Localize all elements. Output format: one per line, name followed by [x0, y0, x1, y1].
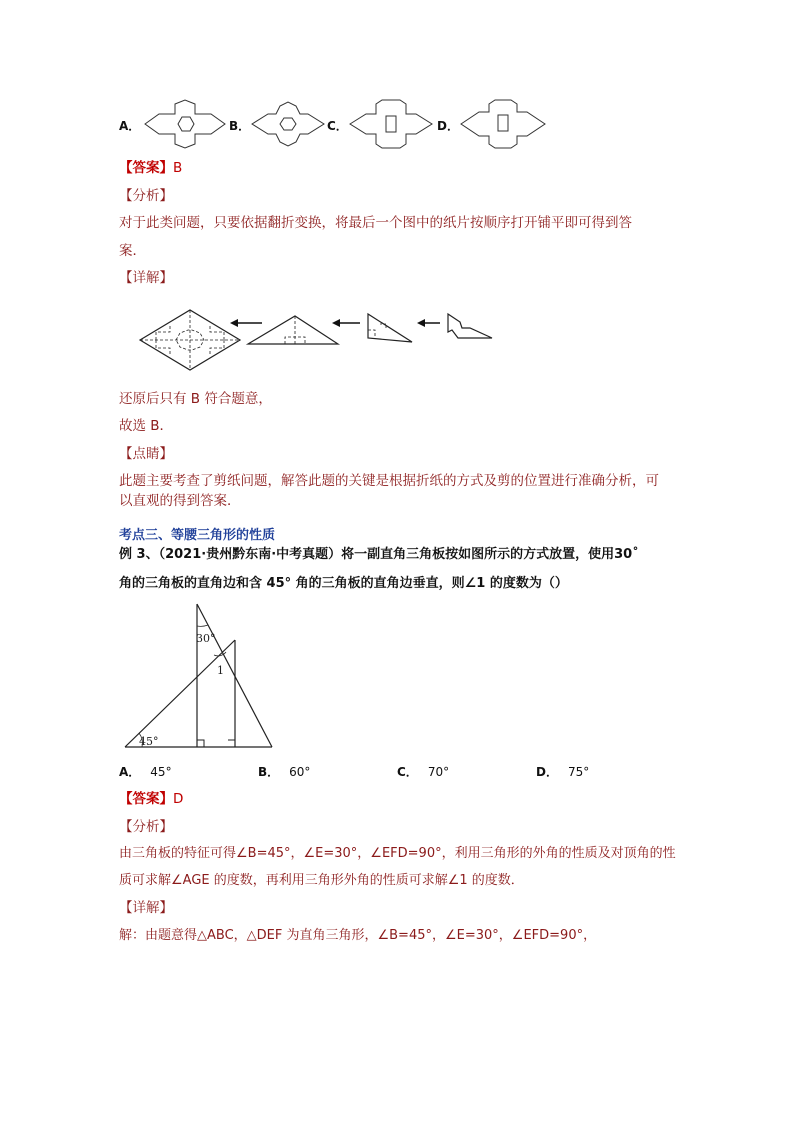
option-c-letter: C． [397, 765, 418, 779]
angle-45-label: 45° [139, 735, 159, 748]
option-d-value: 75° [567, 765, 590, 779]
analysis-line-3-1: 由三角板的特征可得∠B=45°，∠E=30°，∠EFD=90°，利用三角形的外角的性质及对顶角的性 [119, 846, 676, 861]
analysis-line-3-2: 质可求解∠AGE 的度数，再利用三角形外角的性质可求解∠1 的度数． [119, 873, 524, 888]
option-b-shape [252, 100, 324, 148]
analysis-line-1: 对于此类问题，只要依据翻折变换，将最后一个图中的纸片按顺序打开铺平即可得到答 [119, 215, 632, 231]
detail-line-1: 还原后只有 B 符合题意， [119, 391, 272, 407]
option-d-letter: D． [536, 765, 558, 779]
option-d[interactable] [536, 763, 589, 780]
answer-line [119, 158, 182, 178]
detail-line-2: 故选 B． [119, 418, 174, 434]
analysis-line-2: 案． [119, 243, 146, 259]
angle-30-label: 30° [196, 632, 216, 645]
analysis-tag-3: 【分析】 [119, 819, 173, 835]
section-title: 考点三、等腰三角形的性质 [119, 528, 276, 543]
detail-tag: 【详解】 [119, 270, 173, 286]
answer-line-3 [119, 789, 183, 809]
folded-triangle [248, 316, 338, 344]
option-b-label: B． [229, 119, 251, 133]
answer-value-3: D [173, 791, 184, 807]
answer-tag-3: 【答案】 [119, 791, 173, 807]
option-a-label: A． [119, 119, 141, 133]
option-d-shape [461, 98, 545, 150]
answer-value: B [173, 160, 183, 176]
option-c-label: C． [327, 119, 348, 133]
detail-tag-3: 【详解】 [119, 900, 173, 916]
example-line-2: 角的三角板的直角边和含 45° 角的三角板的直角边垂直，则∠1 的度数为（） [119, 576, 568, 591]
unfold-diagram [140, 310, 500, 370]
answer-tag: 【答案】 [119, 160, 173, 176]
folded-quarter [368, 314, 412, 342]
analysis-tag: 【分析】 [119, 188, 173, 204]
arrow-left-icon [230, 319, 262, 327]
cut-shape [448, 314, 492, 338]
unfolded-rhombus [140, 310, 240, 370]
option-a-letter: A． [119, 765, 141, 779]
triangle-figure [122, 600, 282, 752]
angle-1-label: 1 [217, 664, 224, 677]
option-d-label: D． [437, 119, 459, 133]
option-b-letter: B． [258, 765, 280, 779]
option-b-value: 60° [289, 765, 311, 779]
option-b[interactable] [258, 763, 310, 780]
comment-line-1: 此题主要考查了剪纸问题，解答此题的关键是根据折纸的方式及剪的位置进行准确分析，可 [119, 473, 659, 489]
option-a-value: 45° [150, 765, 172, 779]
option-c[interactable] [397, 763, 449, 780]
option-c-value: 70° [427, 765, 450, 779]
comment-line-2: 以直观的得到答案． [119, 493, 241, 509]
option-a-shape [145, 100, 227, 148]
example-line-1: 例 3、（2021·贵州黔东南·中考真题）将一副直角三角板按如图所示的方式放置，使用30˚ [119, 547, 639, 562]
detail-line-3-1: 解：由题意得△ABC，△DEF 为直角三角形，∠B=45°，∠E=30°，∠EFD=90°， [119, 928, 597, 943]
option-c-shape [350, 98, 432, 150]
option-a[interactable] [119, 763, 172, 780]
comment-tag: 【点睛】 [119, 446, 173, 462]
arrow-left-icon [332, 319, 360, 327]
arrow-left-icon [417, 319, 440, 327]
